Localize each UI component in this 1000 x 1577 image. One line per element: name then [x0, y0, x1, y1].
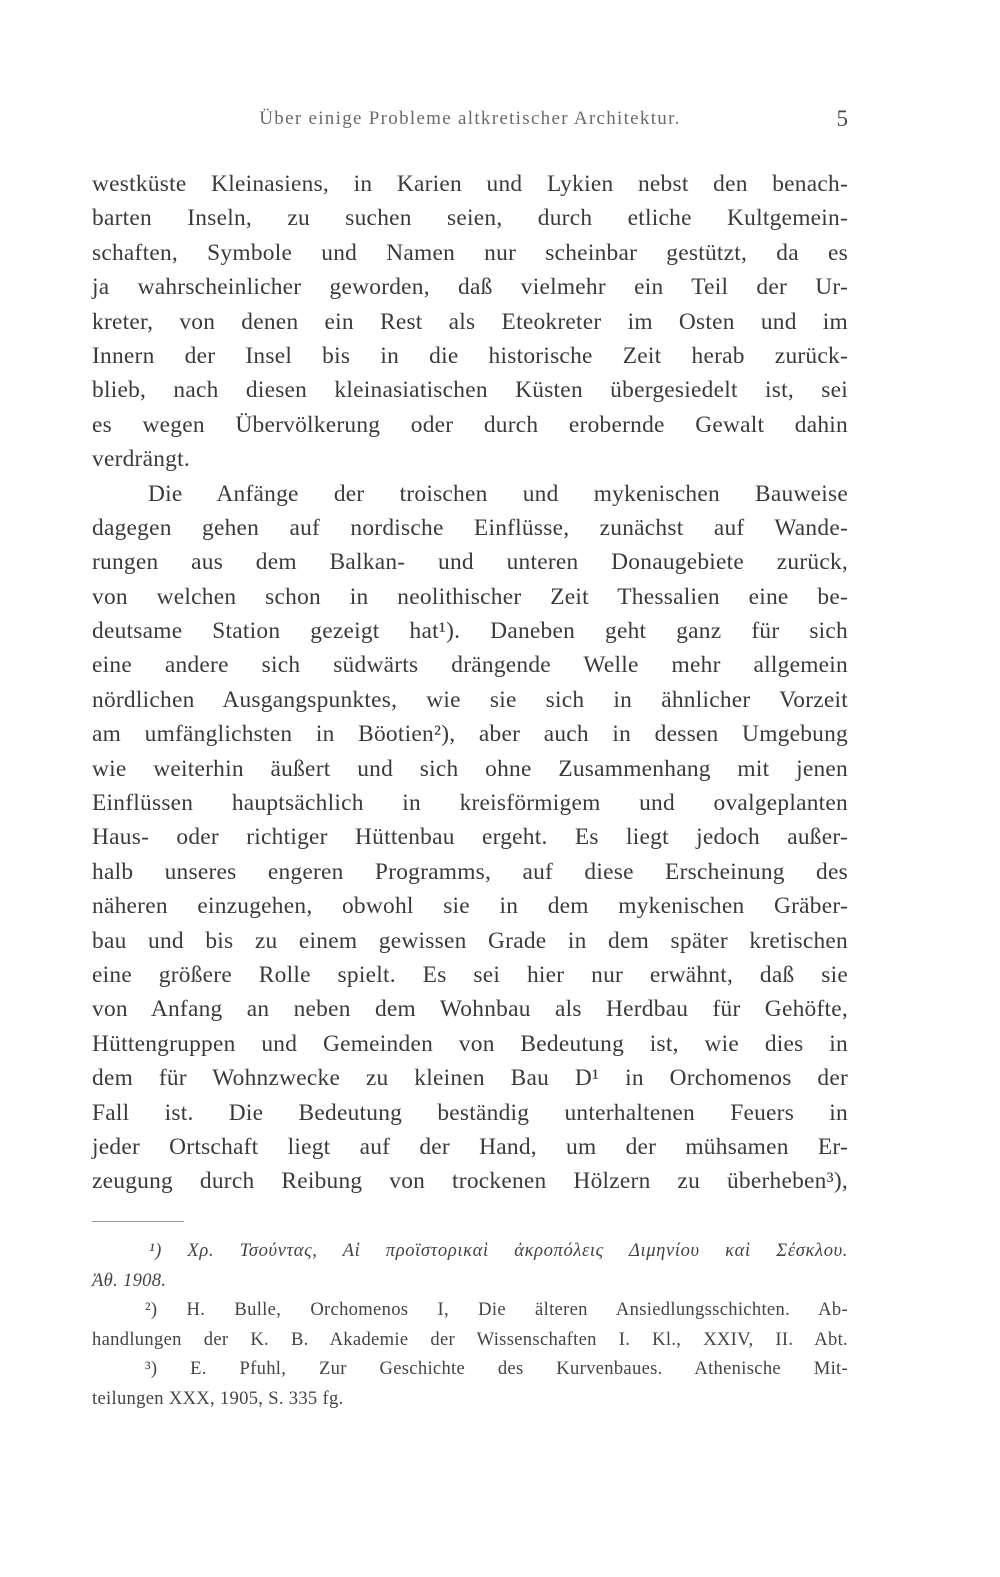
body-line: es wegen Übervölkerung oder durch erobernde Gewalt dahin: [92, 411, 848, 438]
body-line: Haus- oder richtiger Hüttenbau ergeht. Es liegt jedoch außer-: [92, 824, 848, 851]
footnote-line: ¹) Χρ. Τσούντας, Αἱ προϊστορικαὶ ἀκροπόλεις Διμηνίου καὶ Σέσκλου.: [149, 1240, 848, 1261]
body-line: wie weiterhin äußert und sich ohne Zusammenhang mit jenen: [92, 755, 848, 782]
footnote-line: ³) E. Pfuhl, Zur Geschichte des Kurvenbaues. Athenische Mit-: [145, 1358, 848, 1379]
footnote-line: Ἀθ. 1908.: [92, 1269, 167, 1291]
body-line: dagegen gehen auf nordische Einflüsse, zunächst auf Wande-: [92, 514, 848, 541]
body-line: nördlichen Ausgangspunktes, wie sie sich in ähnlicher Vorzeit: [92, 686, 848, 713]
footnote-line: teilungen XXX, 1905, S. 335 fg.: [92, 1387, 344, 1409]
paragraph-start-line: Die Anfänge der troischen und mykenischen Bauweise: [148, 480, 848, 507]
footnotes: [92, 1236, 848, 1413]
body-line: am umfänglichsten in Böotien²), aber auch in dessen Umgebung: [92, 721, 848, 748]
body-line: von welchen schon in neolithischer Zeit Thessalien eine be-: [92, 583, 848, 610]
body-line: eine größere Rolle spielt. Es sei hier nur erwähnt, daß sie: [92, 961, 848, 988]
body-line: bau und bis zu einem gewissen Grade in dem später kretischen: [92, 927, 848, 954]
running-header: [92, 108, 848, 138]
body-line: deutsame Station gezeigt hat¹). Daneben geht ganz für sich: [92, 618, 848, 645]
body-line: von Anfang an neben dem Wohnbau als Herdbau für Gehöfte,: [92, 996, 848, 1023]
body-line: zeugung durch Reibung von trockenen Hölzern zu überheben³),: [92, 1168, 848, 1195]
body-line: Einflüssen hauptsächlich in kreisförmigem und ovalgeplanten: [92, 790, 848, 817]
body-line: rungen aus dem Balkan- und unteren Donaugebiete zurück,: [92, 549, 848, 576]
body-line: schaften, Symbole und Namen nur scheinbar gestützt, da es: [92, 239, 848, 266]
body-line: kreter, von denen ein Rest als Eteokreter im Osten und im: [92, 308, 848, 335]
body-line: Fall ist. Die Bedeutung beständig unterhaltenen Feuers in: [92, 1099, 848, 1126]
running-title: Über einige Probleme altkretischer Architektur.: [259, 108, 681, 129]
body-line: näheren einzugehen, obwohl sie in dem mykenischen Gräber-: [92, 893, 848, 920]
body-line: ja wahrscheinlicher geworden, daß vielmehr ein Teil der Ur-: [92, 274, 848, 301]
body-line: jeder Ortschaft liegt auf der Hand, um der mühsamen Er-: [92, 1133, 848, 1160]
body-line: Hüttengruppen und Gemeinden von Bedeutung ist, wie dies in: [92, 1030, 848, 1057]
footnote-divider: [92, 1221, 184, 1222]
footnote-line: handlungen der K. B. Akademie der Wissenschaften I. Kl., XXIV, II. Abt.: [92, 1328, 848, 1350]
body-line: blieb, nach diesen kleinasiatischen Küsten übergesiedelt ist, sei: [92, 377, 848, 404]
body-line: eine andere sich südwärts drängende Welle mehr allgemein: [92, 652, 848, 679]
body-line: westküste Kleinasiens, in Karien und Lykien nebst den benach-: [92, 171, 848, 197]
body-line: dem für Wohnzwecke zu kleinen Bau D¹ in Orchomenos der: [92, 1065, 848, 1092]
body-line: halb unseres engeren Programms, auf diese Erscheinung des: [92, 858, 848, 885]
body-line: Innern der Insel bis in die historische Zeit herab zurück-: [92, 342, 848, 369]
body-line: barten Inseln, zu suchen seien, durch etliche Kultgemein-: [92, 205, 848, 232]
page-number: 5: [836, 106, 848, 131]
body-text: [92, 167, 848, 1199]
footnote-line: ²) H. Bulle, Orchomenos I, Die älteren Ansiedlungsschichten. Ab-: [145, 1299, 848, 1320]
body-line: verdrängt.: [92, 446, 190, 473]
